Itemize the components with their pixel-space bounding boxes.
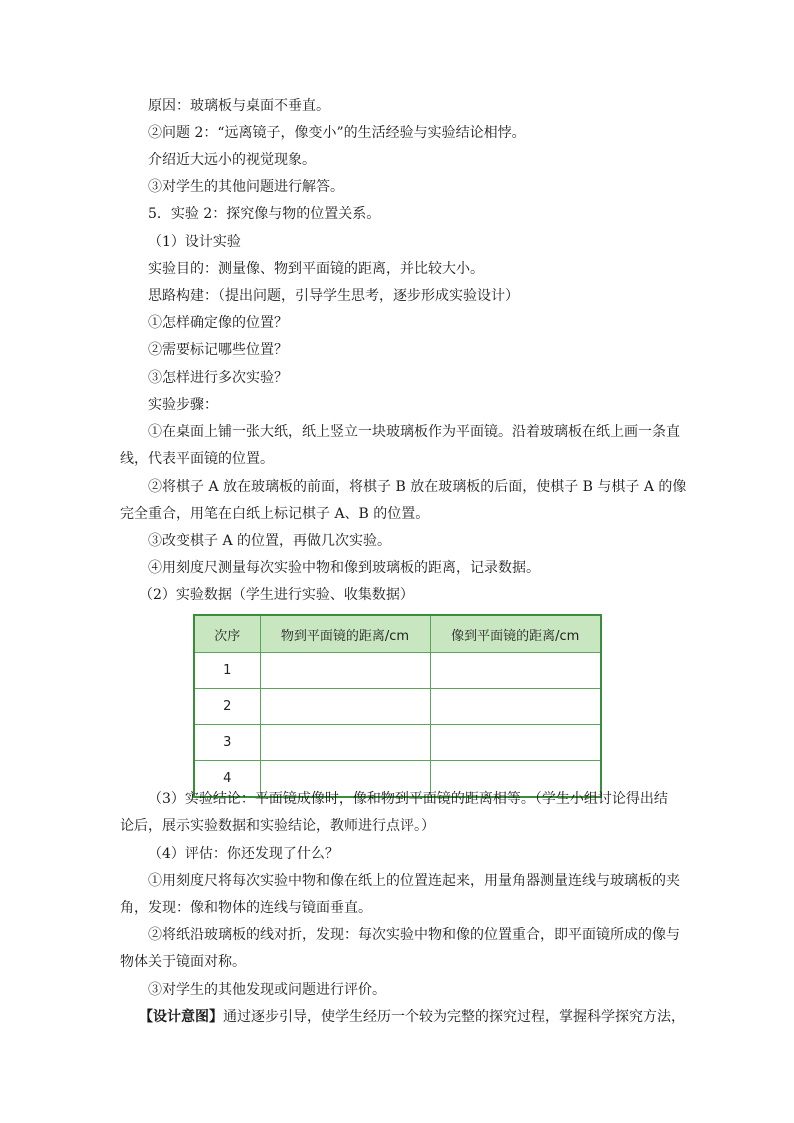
text-line-step4: ④用刻度尺测量每次实验中物和像到玻璃板的距离，记录数据。 bbox=[148, 560, 540, 576]
text-line-eval2b: 物体关于镜面对称。 bbox=[120, 954, 246, 970]
text-line-purpose: 实验目的：测量像、物到平面镜的距离，并比较大小。 bbox=[148, 261, 484, 277]
text-line-q2: ②需要标记哪些位置？ bbox=[148, 342, 288, 358]
text-line-step3: ③改变棋子 A 的位置，再做几次实验。 bbox=[148, 533, 392, 549]
cell-object-dist[interactable] bbox=[260, 689, 430, 725]
text-line-conclusion-a: （3）实验结论：平面镜成像时，像和物到平面镜的距离相等。（学生小组讨论得出结 bbox=[148, 791, 668, 807]
header-order: 次序 bbox=[194, 615, 260, 653]
text-line-q1: ①怎样确定像的位置？ bbox=[148, 315, 288, 331]
cell-order: 1 bbox=[194, 653, 260, 689]
text-line-eval3: ③对学生的其他发现或问题进行评价。 bbox=[148, 982, 386, 998]
experiment-data-table bbox=[193, 614, 602, 798]
text-line-cause: 原因：玻璃板与桌面不垂直。 bbox=[148, 98, 330, 114]
section-heading-experiment-2: 5．实验 2：探究像与物的位置关系。 bbox=[148, 206, 381, 222]
table-row bbox=[194, 725, 601, 761]
table-row bbox=[194, 653, 601, 689]
text-line-eval1b: 角，发现：像和物体的连线与镜面垂直。 bbox=[120, 900, 372, 916]
text-line-answer-others: ③对学生的其他问题进行解答。 bbox=[148, 179, 344, 195]
text-line-steps-label: 实验步骤： bbox=[148, 397, 218, 413]
design-intent-line bbox=[139, 1007, 685, 1027]
header-image-dist: 像到平面镜的距离/cm bbox=[430, 615, 601, 653]
table-header-row bbox=[194, 615, 601, 653]
text-line-conclusion-b: 论后，展示实验数据和实验结论，教师进行点评。） bbox=[120, 818, 435, 834]
cell-order: 2 bbox=[194, 689, 260, 725]
text-line-question-2: ②问题 2：“远离镜子，像变小”的生活经验与实验结论相悖。 bbox=[148, 125, 526, 141]
table-row bbox=[194, 689, 601, 725]
text-line-intro: 介绍近大远小的视觉现象。 bbox=[148, 152, 316, 168]
cell-order: 3 bbox=[194, 725, 260, 761]
design-intent-text: 通过逐步引导，使学生经历一个较为完整的探究过程，掌握科学探究方法， bbox=[223, 1009, 685, 1025]
cell-object-dist[interactable] bbox=[260, 653, 430, 689]
cell-image-dist[interactable] bbox=[430, 653, 601, 689]
text-line-q3: ③怎样进行多次实验？ bbox=[148, 370, 288, 386]
text-line-thinking: 思路构建：（提出问题，引导学生思考，逐步形成实验设计） bbox=[148, 288, 519, 304]
subheading-design: （1）设计实验 bbox=[148, 234, 241, 250]
text-line-step1b: 线，代表平面镜的位置。 bbox=[120, 451, 274, 467]
cell-object-dist[interactable] bbox=[260, 725, 430, 761]
text-line-eval1a: ①用刻度尺将每次实验中物和像在纸上的位置连起来，用量角器测量连线与玻璃板的夹 bbox=[148, 873, 680, 889]
text-line-eval2a: ②将纸沿玻璃板的线对折，发现：每次实验中物和像的位置重合，即平面镜所成的像与 bbox=[148, 927, 680, 943]
cell-order: 4 bbox=[194, 761, 260, 798]
cell-image-dist[interactable] bbox=[430, 689, 601, 725]
design-intent-label: 【设计意图】 bbox=[139, 1009, 223, 1025]
subheading-evaluation: （4）评估：你还发现了什么？ bbox=[148, 846, 339, 862]
text-line-step2a: ②将棋子 A 放在玻璃板的前面，将棋子 B 放在玻璃板的后面，使棋子 B 与棋子 A 的像 bbox=[148, 479, 687, 495]
cell-image-dist[interactable] bbox=[430, 725, 601, 761]
header-object-dist: 物到平面镜的距离/cm bbox=[260, 615, 430, 653]
text-line-step2b: 完全重合，用笔在白纸上标记棋子 A、B 的位置。 bbox=[120, 506, 430, 522]
text-line-step1a: ①在桌面上铺一张大纸，纸上竖立一块玻璃板作为平面镜。沿着玻璃板在纸上画一条直 bbox=[148, 424, 680, 440]
subheading-data: （2）实验数据（学生进行实验、收集数据） bbox=[139, 587, 414, 603]
